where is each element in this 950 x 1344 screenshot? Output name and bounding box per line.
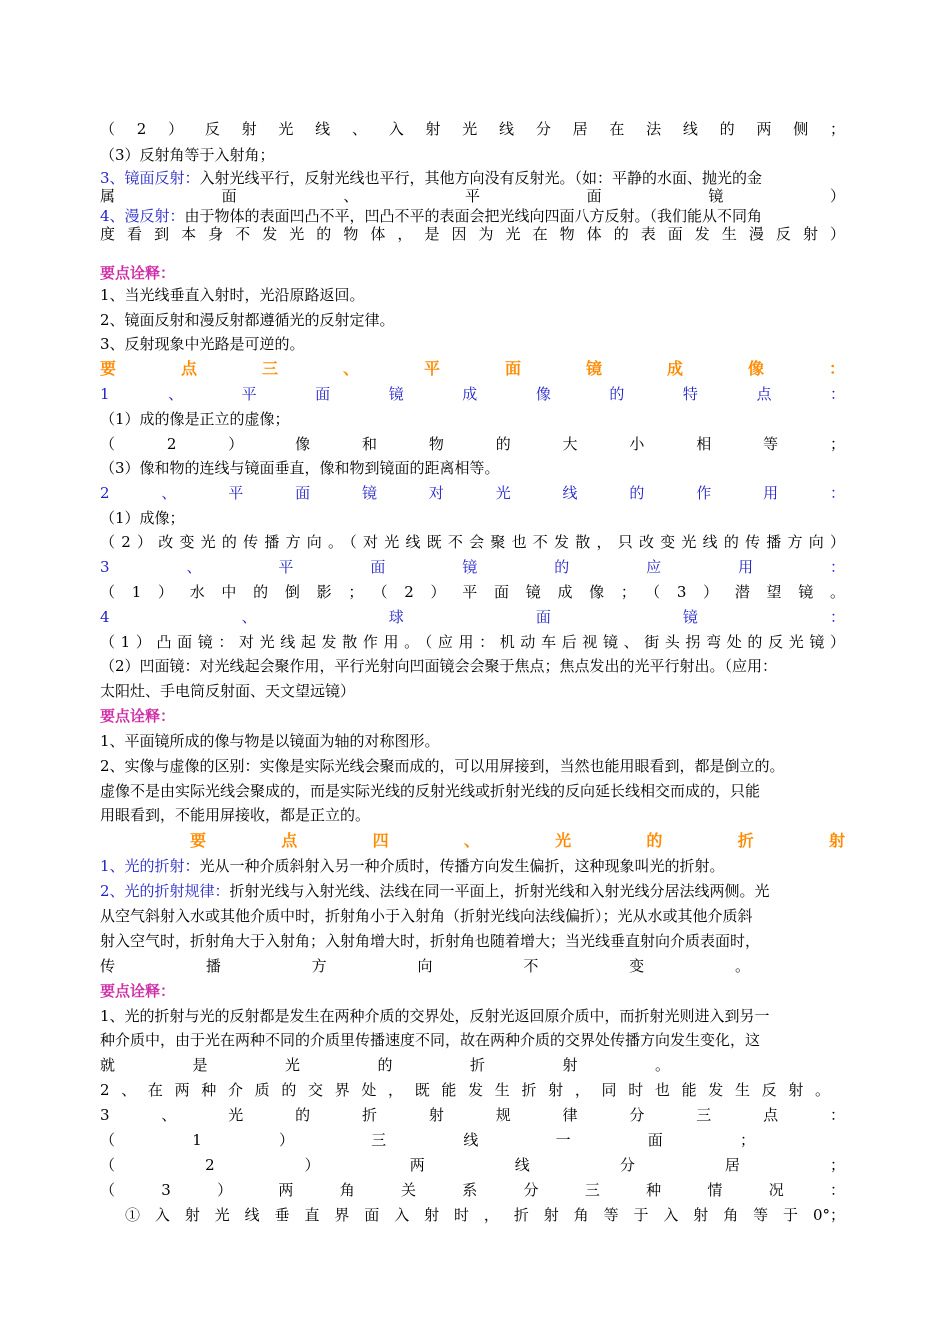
text-line: ①入射光线垂直界面入射时，折射角等于入射角等于0°；: [125, 1206, 845, 1224]
text-line: 传播方向不变。: [100, 957, 750, 975]
subsection-title: 3、平面镜的应用：: [100, 558, 845, 576]
text-line: 射入空气时，折射角大于入射角；入射角增大时，折射角也随着增大；当光线垂直射向介质表面时，: [100, 932, 761, 950]
section-title: 要点四、光的折射: [190, 831, 845, 850]
text-line: 1、光的折射：光从一种介质斜射入另一种介质时，传播方向发生偏折，这种现象叫光的折射。: [100, 857, 725, 875]
term-label: 2、光的折射规律：: [100, 882, 230, 900]
term-label: 4、漫反射：: [100, 207, 185, 225]
text-line: 就是光的折射。: [100, 1056, 670, 1074]
text-line: （2）两线分居；: [100, 1156, 845, 1174]
section-heading: 要点诠释：: [100, 707, 176, 725]
text-line: （2）改变光的传播方向。（对光线既不会聚也不发散，只改变光线的传播方向）: [100, 533, 845, 551]
text-line: 2、在两种介质的交界处，既能发生折射，同时也能发生反射。: [100, 1081, 830, 1099]
text-line: 虚像不是由实际光线会聚成的，而是实际光线的反射光线或折射光线的反向延长线相交而成的，只能: [100, 782, 761, 800]
term-label: 3、镜面反射：: [100, 169, 200, 187]
text-line: 2、镜面反射和漫反射都遵循光的反射定律。: [100, 311, 395, 329]
text-line: 3、反射现象中光路是可逆的。: [100, 335, 305, 353]
text-line: （2）像和物的大小相等；: [100, 435, 845, 453]
subsection-title: 4、球面镜：: [100, 608, 845, 626]
text-line: （1）三线一面；: [100, 1131, 755, 1149]
text-line: 太阳灶、手电筒反射面、天文望远镜）: [100, 682, 356, 700]
text-line: （2）凹面镜：对光线起会聚作用，平行光射向凹面镜会会聚于焦点；焦点发出的光平行射出。（应用：: [100, 657, 778, 675]
text-line: （2）反射光线、入射光线分居在法线的两侧；: [100, 120, 845, 138]
section-heading: 要点诠释：: [100, 264, 176, 282]
text-line: 种介质中，由于光在两种不同的介质里传播速度不同，故在两种介质的交界处传播方向发生变化，这: [100, 1031, 761, 1049]
term-label: 1、光的折射：: [100, 857, 200, 875]
text-line: （1）成像；: [100, 509, 185, 527]
text-line: （3）像和物的连线与镜面垂直，像和物到镜面的距离相等。: [100, 459, 500, 477]
section-title: 要点三、平面镜成像：: [100, 359, 845, 378]
text-line: （1）凸面镜：对光线起发散作用。（应用：机动车后视镜、街头拐弯处的反光镜）: [100, 633, 845, 651]
text-line: 2、光的折射规律：折射光线与入射光线、法线在同一平面上，折射光线和入射光线分居法线两侧。光: [100, 882, 770, 900]
section-heading: 要点诠释：: [100, 982, 176, 1000]
text-line: 度看到本身不发光的物体，是因为光在物体的表面发生漫反射）: [100, 225, 845, 243]
text-line: 用眼看到，不能用屏接收，都是正立的。: [100, 806, 371, 824]
text-line: （3）反射角等于入射角；: [100, 146, 275, 164]
text-line: 1、光的折射与光的反射都是发生在两种介质的交界处，反射光返回原介质中，而折射光则进入到另一: [100, 1007, 770, 1025]
text-line: 3、镜面反射：入射光线平行，反射光线也平行，其他方向没有反射光。（如：平静的水面、抛光的金: [100, 169, 763, 187]
text-line: （3）两角关系分三种情况：: [100, 1181, 845, 1199]
text-line: （1）水中的倒影；（2）平面镜成像；（3）潜望镜。: [100, 583, 845, 601]
text-line: 1、当光线垂直入射时，光沿原路返回。: [100, 286, 365, 304]
text-line: 从空气斜射入水或其他介质中时，折射角小于入射角（折射光线向法线偏折）；光从水或其他介质斜: [100, 907, 753, 925]
text-line: 1、平面镜所成的像与物是以镜面为轴的对称图形。: [100, 732, 440, 750]
text-line: 4、漫反射：由于物体的表面凹凸不平，凹凸不平的表面会把光线向四面八方反射。（我们能从不同角: [100, 207, 763, 225]
subsection-title: 1、平面镜成像的特点：: [100, 385, 845, 403]
text-line: 2、实像与虚像的区别：实像是实际光线会聚而成的，可以用屏接到，当然也能用眼看到，都是倒立的。: [100, 757, 785, 775]
text-line: 属面、平面镜）: [100, 187, 845, 205]
text-line: 3、光的折射规律分三点：: [100, 1106, 845, 1124]
text-line: （1）成的像是正立的虚像；: [100, 410, 290, 428]
subsection-title: 2、平面镜对光线的作用：: [100, 484, 845, 502]
